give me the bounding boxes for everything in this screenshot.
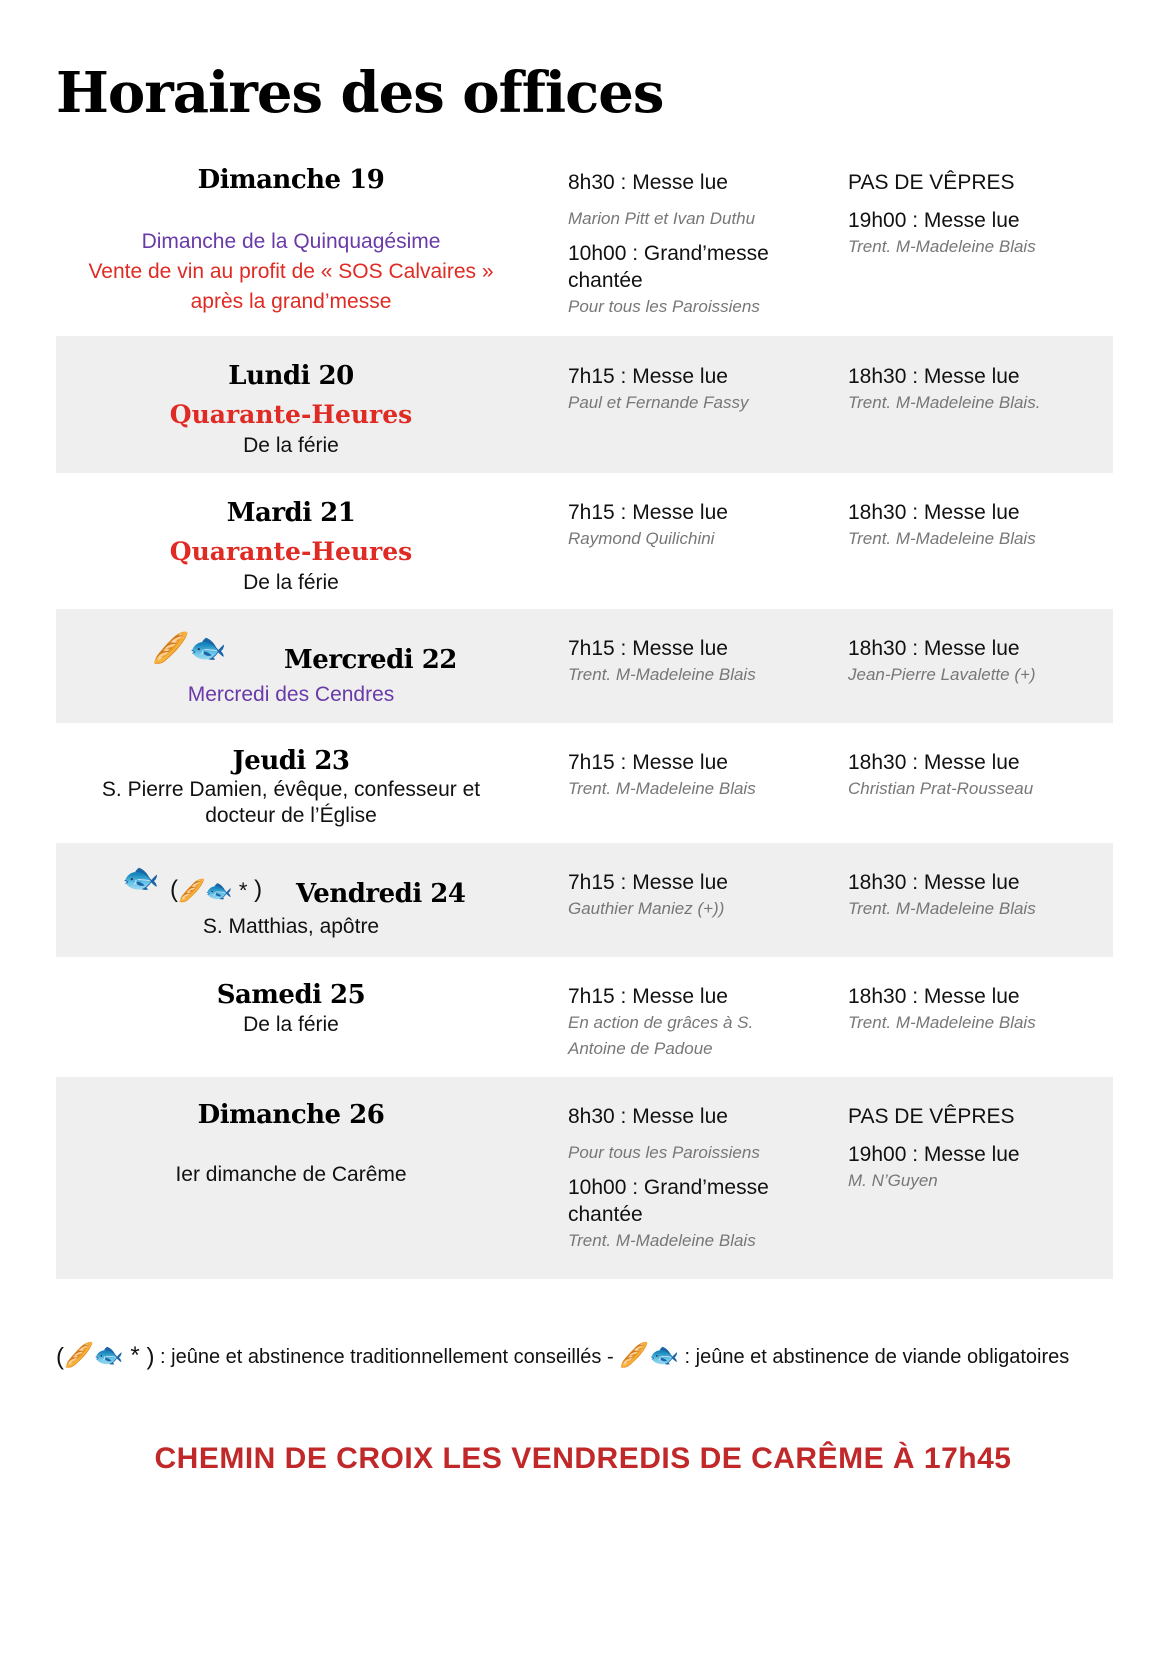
schedule-row-mercredi-22 bbox=[56, 609, 1113, 723]
quarante-heures-label: Quarante-Heures bbox=[169, 537, 413, 566]
mass-intention: Paul et Fernande Fassy bbox=[568, 393, 749, 412]
fish-icon: 🐟 bbox=[122, 862, 160, 895]
mass-time: 7h15 : Messe lue bbox=[568, 365, 728, 388]
feast-label: De la férie bbox=[243, 1013, 339, 1036]
mass-intention: Trent. M-Madeleine Blais bbox=[568, 665, 756, 684]
mass-time: 19h00 : Messe lue bbox=[848, 1143, 1020, 1166]
schedule-row-jeudi-23 bbox=[56, 723, 1113, 843]
day-label: Jeudi 23 bbox=[232, 746, 350, 776]
schedule-row-vendredi-24 bbox=[56, 843, 1113, 957]
mass-time: 19h00 : Messe lue bbox=[848, 209, 1020, 232]
day-label: Dimanche 19 bbox=[197, 165, 385, 195]
feast-label: Mercredi des Cendres bbox=[187, 683, 395, 706]
mass-intention: Trent. M-Madeleine Blais. bbox=[848, 393, 1041, 412]
day-label: Lundi 20 bbox=[228, 361, 354, 391]
announcement-text: Vente de vin au profit de « SOS Calvaires » bbox=[88, 260, 494, 283]
day-label: Mardi 21 bbox=[226, 498, 356, 528]
mass-intention: Trent. M-Madeleine Blais bbox=[568, 1231, 756, 1250]
no-vespers-note: PAS DE VÊPRES bbox=[848, 1105, 1015, 1128]
mass-intention: Raymond Quilichini bbox=[568, 529, 715, 548]
schedule-row-dimanche-26 bbox=[56, 1077, 1113, 1279]
legend bbox=[56, 1340, 1116, 1374]
announcement-text: après la grand’messe bbox=[190, 290, 392, 313]
feast-label: S. Matthias, apôtre bbox=[202, 915, 380, 938]
day-label: Vendredi 24 bbox=[296, 879, 466, 909]
day-label: Samedi 25 bbox=[216, 980, 366, 1010]
mass-intention: Christian Prat-Rousseau bbox=[848, 779, 1034, 798]
schedule-table bbox=[56, 150, 1113, 1279]
mass-time: 18h30 : Messe lue bbox=[848, 365, 1020, 388]
legend-text-optional: : jeûne et abstinence traditionnellement conseillés - bbox=[160, 1346, 614, 1368]
feast-label: Ier dimanche de Carême bbox=[175, 1163, 407, 1186]
mass-intention: Gauthier Maniez (+)) bbox=[568, 899, 725, 918]
stations-of-cross-notice: CHEMIN DE CROIX LES VENDREDIS DE CARÊME À 17h45 bbox=[154, 1442, 1012, 1475]
day-label: Mercredi 22 bbox=[284, 645, 457, 675]
optional-fast-icons: (🥖🐟 * ) bbox=[56, 1342, 155, 1371]
mass-intention: Pour tous les Paroissiens bbox=[568, 1143, 760, 1162]
mass-time: 18h30 : Messe lue bbox=[848, 637, 1020, 660]
fast-abstinence-icons: 🥖🐟 bbox=[152, 632, 227, 665]
feast-label: S. Pierre Damien, évêque, confesseur et docteur de l’Église bbox=[101, 778, 481, 827]
mass-time: 18h30 : Messe lue bbox=[848, 871, 1020, 894]
mass-intention: Trent. M-Madeleine Blais bbox=[848, 1013, 1036, 1032]
mass-intention: M. N’Guyen bbox=[848, 1171, 938, 1190]
no-vespers-note: PAS DE VÊPRES bbox=[848, 171, 1015, 194]
feast-label: De la férie bbox=[243, 434, 339, 457]
schedule-row-samedi-25 bbox=[56, 957, 1113, 1077]
mass-time: 8h30 : Messe lue bbox=[568, 171, 728, 194]
page-title: Horaires des offices bbox=[56, 60, 664, 126]
feast-label: Dimanche de la Quinquagésime bbox=[141, 230, 441, 253]
mass-intention: Marion Pitt et Ivan Duthu bbox=[568, 209, 756, 228]
quarante-heures-label: Quarante-Heures bbox=[169, 400, 413, 429]
schedule-row-mardi-21 bbox=[56, 473, 1113, 609]
mass-intention: Pour tous les Paroissiens bbox=[568, 297, 760, 316]
mass-intention: Jean-Pierre Lavalette (+) bbox=[848, 665, 1036, 684]
mass-intention: En action de grâces à S. Antoine de Padoue bbox=[568, 1013, 754, 1058]
schedule-row-dimanche-19 bbox=[56, 150, 1113, 336]
mass-time: 7h15 : Messe lue bbox=[568, 637, 728, 660]
mass-intention: Trent. M-Madeleine Blais bbox=[848, 237, 1036, 256]
feast-label: De la férie bbox=[243, 571, 339, 594]
mass-intention: Trent. M-Madeleine Blais bbox=[848, 529, 1036, 548]
mass-time: 18h30 : Messe lue bbox=[848, 751, 1020, 774]
mass-time: 18h30 : Messe lue bbox=[848, 985, 1020, 1008]
legend-text-mandatory: : jeûne et abstinence de viande obligatoires bbox=[684, 1346, 1070, 1368]
mass-intention: Trent. M-Madeleine Blais bbox=[848, 899, 1036, 918]
mass-time: 7h15 : Messe lue bbox=[568, 501, 728, 524]
schedule-row-lundi-20 bbox=[56, 336, 1113, 473]
mass-time: 7h15 : Messe lue bbox=[568, 985, 728, 1008]
mass-time: 10h00 : Grand’messe chantée bbox=[568, 242, 769, 292]
day-label: Dimanche 26 bbox=[197, 1100, 385, 1130]
mass-intention: Trent. M-Madeleine Blais bbox=[568, 779, 756, 798]
mass-time: 18h30 : Messe lue bbox=[848, 501, 1020, 524]
optional-fast-icons: (🥖🐟 * ) bbox=[170, 876, 263, 904]
mass-time: 7h15 : Messe lue bbox=[568, 871, 728, 894]
mass-time: 7h15 : Messe lue bbox=[568, 751, 728, 774]
mandatory-fast-icons: 🥖🐟 bbox=[619, 1342, 679, 1369]
mass-time: 10h00 : Grand’messe chantée bbox=[568, 1176, 769, 1226]
mass-time: 8h30 : Messe lue bbox=[568, 1105, 728, 1128]
